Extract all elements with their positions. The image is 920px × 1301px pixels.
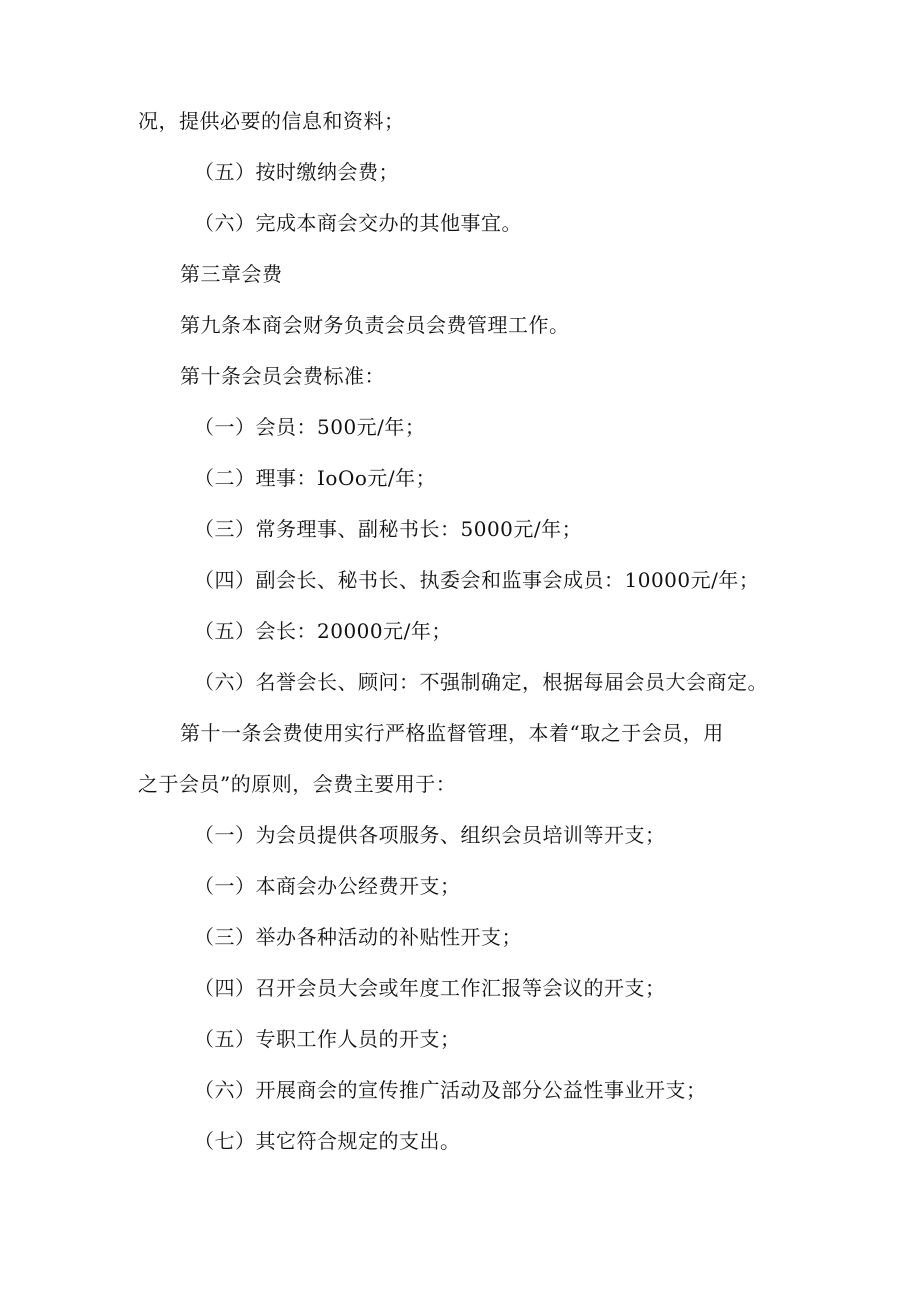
article-line: 第九条本商会财务负责会员会费管理工作。	[180, 313, 570, 337]
text-line: （六）完成本商会交办的其他事宜。	[194, 211, 522, 235]
list-item: （三）常务理事、副秘书长：5000元/年；	[194, 517, 583, 541]
list-item: （一）本商会办公经费开支；	[194, 874, 461, 898]
list-item: （七）其它符合规定的支出。	[194, 1129, 461, 1153]
article-line: 第十一条会费使用实行严格监督管理，本着“取之于会员，用	[180, 721, 724, 745]
article-line: 第十条会员会费标准：	[180, 364, 385, 388]
list-item: （六）名誉会长、顾问：不强制确定，根据每届会员大会商定。	[194, 670, 768, 694]
list-item: （五）专职工作人员的开支；	[194, 1027, 461, 1051]
list-item: （一）为会员提供各项服务、组织会员培训等开支；	[194, 823, 666, 847]
list-item: （二）理事：IoOo元/年；	[194, 466, 437, 490]
text-line: （五）按时缴纳会费；	[194, 160, 399, 184]
list-item: （四）副会长、秘书长、执委会和监事会成员：10000元/年；	[194, 568, 760, 592]
list-item: （六）开展商会的宣传推广活动及部分公益性事业开支；	[194, 1078, 707, 1102]
list-item: （三）举办各种活动的补贴性开支；	[194, 925, 522, 949]
text-line: 况，提供必要的信息和资料；	[138, 109, 405, 133]
text-line: 之于会员”的原则，会费主要用于：	[138, 772, 457, 796]
list-item: （一）会员：500元/年；	[194, 415, 426, 439]
list-item: （五）会长：20000元/年；	[194, 619, 452, 643]
list-item: （四）召开会员大会或年度工作汇报等会议的开支；	[194, 976, 666, 1000]
chapter-heading: 第三章会费	[180, 262, 283, 286]
